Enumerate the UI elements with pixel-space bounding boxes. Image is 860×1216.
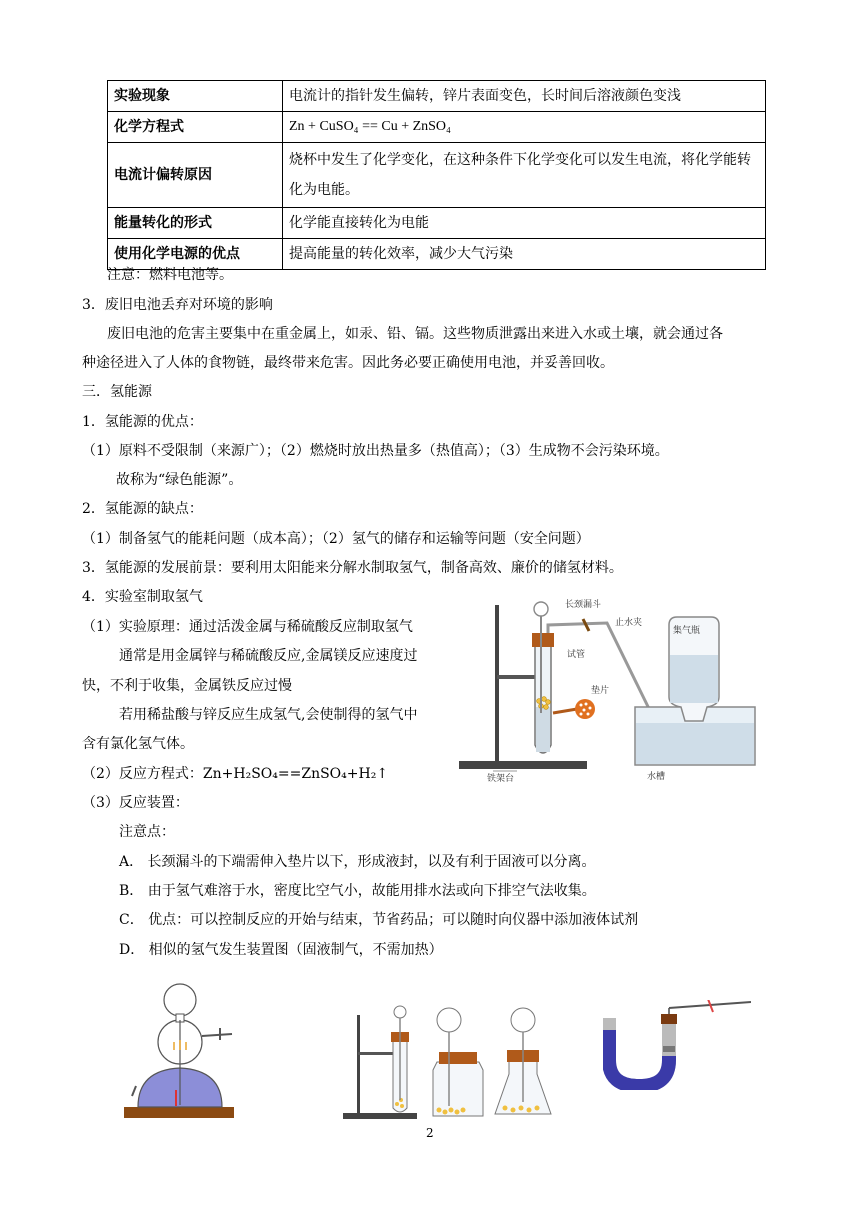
- table-value: 烧杯中发生了化学变化，在这种条件下化学变化可以发生电流，将化学能转化为电能。: [283, 143, 766, 208]
- label-bottle: 集气瓶: [673, 626, 701, 636]
- section-heading: 2．氢能源的缺点：: [82, 501, 203, 517]
- paragraph-line: 故称为“绿色能源”。: [116, 472, 243, 488]
- label-plate: 垫片: [591, 686, 610, 696]
- paragraph-line: （1）实验原理：通过活泼金属与稀硫酸反应制取氢气: [82, 619, 413, 635]
- paragraph-line: （1）制备氢气的能耗问题（成本高）；（2）氢气的储存和运输等问题（安全问题）: [82, 531, 590, 547]
- rubber-stopper: [532, 633, 554, 647]
- kipp-base: [124, 1107, 234, 1118]
- table-value: 化学能直接转化为电能: [283, 208, 766, 239]
- label-tube: 试管: [567, 650, 586, 660]
- table-row: [108, 112, 766, 143]
- note-item: B． 由于氢气难溶于水，密度比空气小，故能用排水法或向下排空气法收集。: [119, 883, 596, 899]
- experiment-table: [107, 80, 766, 270]
- equation-line: （2）反应方程式：Zn+H₂SO₄==ZnSO₄+H₂↑: [82, 766, 389, 782]
- stand-base: [459, 761, 587, 769]
- funnel-setups-figure: [343, 1000, 553, 1124]
- table-key: 使用化学电源的优点: [108, 239, 283, 270]
- table-key: 化学方程式: [108, 112, 283, 143]
- stand-rod: [495, 605, 499, 761]
- section-heading: 1．氢能源的优点：: [82, 414, 203, 430]
- page-number: 2: [426, 1126, 434, 1140]
- paragraph-line: 若用稀盐酸与锌反应生成氢气,会使制得的氢气中: [119, 707, 418, 723]
- u-tube-figure: [603, 1000, 751, 1090]
- table-key: 能量转化的形式: [108, 208, 283, 239]
- table-value: 提高能量的转化效率，减少大气污染: [283, 239, 766, 270]
- table-row: [108, 81, 766, 112]
- paragraph-line: 含有氯化氢气体。: [82, 736, 194, 752]
- kipp-generator-figure: [124, 980, 236, 1120]
- section-heading: 4．实验室制取氢气: [82, 589, 203, 605]
- note-line: 注意：燃料电池等。: [107, 267, 233, 283]
- label-stand: 铁架台: [487, 774, 515, 784]
- clamp-arm: [497, 675, 539, 679]
- label-funnel: 长颈漏斗: [565, 600, 602, 610]
- label-trough: 水槽: [647, 772, 666, 782]
- section-heading: 3．废旧电池丢弃对环境的影响: [82, 297, 273, 313]
- note-item: C． 优点：可以控制反应的开始与结束，节省药品；可以随时向仪器中添加液体试剂: [119, 912, 639, 928]
- paragraph-line: 通常是用金属锌与稀硫酸反应,金属镁反应速度过: [119, 648, 418, 664]
- notes-title: 注意点：: [119, 824, 175, 840]
- paragraph-line: 废旧电池的危害主要集中在重金属上，如汞、铅、镉。这些物质泄露出来进入水或土壤，就会通过各: [107, 326, 723, 342]
- paragraph-line: 快，不利于收集，金属铁反应过慢: [82, 678, 292, 694]
- note-item: A． 长颈漏斗的下端需伸入垫片以下，形成液封，以及有利于固液可以分离。: [119, 854, 596, 870]
- table-key: 实验现象: [108, 81, 283, 112]
- note-item: D． 相似的氢气发生装置图（固液制气，不需加热）: [119, 942, 443, 958]
- table-value: Zn + CuSO₄ == Cu + ZnSO₄: [283, 112, 766, 143]
- table-row: [108, 143, 766, 208]
- table-value: 电流计的指针发生偏转，锌片表面变色，长时间后溶液颜色变浅: [283, 81, 766, 112]
- paragraph-line: （3）反应装置：: [82, 795, 189, 811]
- chapter-heading: 三．氢能源: [82, 384, 152, 400]
- label-clamp: 止水夹: [615, 618, 643, 628]
- paragraph-line: 种途径进入了人体的食物链，最终带来危害。因此务必要正确使用电池，并妥善回收。: [82, 355, 614, 371]
- paragraph-line: （1）原料不受限制（来源广）；（2）燃烧时放出热量多（热值高）；（3）生成物不会污染环境。: [82, 443, 669, 459]
- section-heading: 3．氢能源的发展前景：要利用太阳能来分解水制取氢气，制备高效、廉价的储氢材料。: [82, 560, 623, 576]
- table-row: [108, 208, 766, 239]
- hydrogen-apparatus-figure: [457, 595, 765, 785]
- table-key: 电流计偏转原因: [108, 143, 283, 208]
